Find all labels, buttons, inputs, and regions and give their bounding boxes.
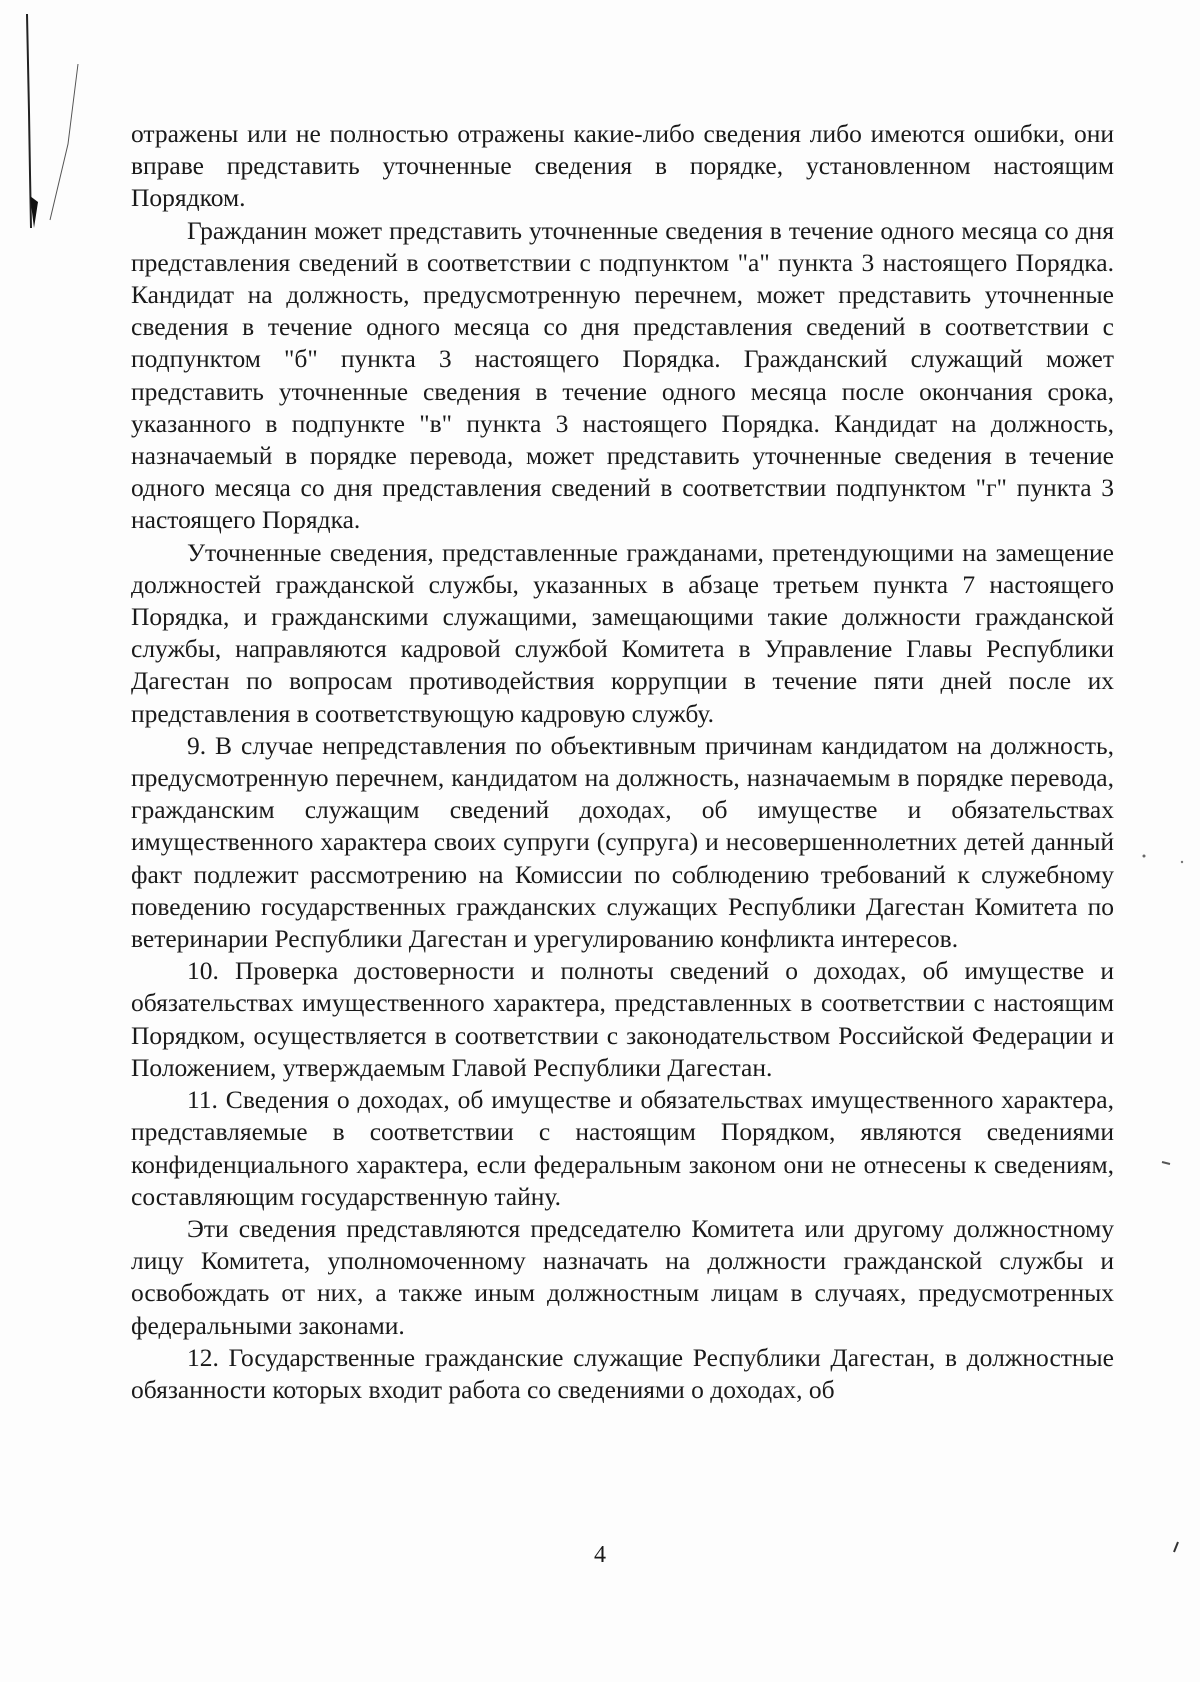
page-number: 4 xyxy=(594,1542,606,1568)
paragraph-continuation: отражены или не полностью отражены какие-либо сведения либо имеются ошибки, они вправе представить уточненные сведения в порядке, установленном настоящим Порядком. xyxy=(131,119,1114,213)
paragraph-clarified-info-transfer: Уточненные сведения, представленные гражданами, претендующими на замещение должностей гражданской службы, указанных в абзаце третьем пункта 7 настоящего Порядка, и гражданскими служащими, замещающими такие должности гражданской службы, направляются кадровой службой Комитета в Управление Главы Республики Дагестан по вопросам противодействия коррупции в течение пяти дней после их представления в соответствующую кадровую службу. xyxy=(131,537,1114,728)
paragraph-item-9: 9. В случае непредставления по объективным причинам кандидатом на должность, предусмотренную перечнем, кандидатом на должность, назначаемым в порядке перевода, гражданским служащим сведений доходах, об имуществе и обязательствах имущественного характера своих супруги (супруга) и несовершеннолетних детей данный факт подлежит рассмотрению на Комиссии по соблюдению требований к служебному поведению государственных гражданских служащих Республики Дагестан Комитета по ветеринарии Республики Дагестан и урегулированию конфликта интересов. xyxy=(131,730,1114,954)
paragraph-info-recipients: Эти сведения представляются председателю Комитета или другому должностному лицу Комитета, уполномоченному назначать на должности гражданской службы и освобождать от них, а также иным должностным лицам в случаях, предусмотренных федеральными законами. xyxy=(131,1213,1114,1340)
scan-margin-line xyxy=(10,14,90,234)
document-body xyxy=(131,118,1114,1406)
paragraph-item-12: 12. Государственные гражданские служащие Республики Дагестан, в должностные обязанности которых входит работа со сведениями о доходах, об xyxy=(131,1342,1114,1404)
paragraph-item-11: 11. Сведения о доходах, об имуществе и обязательствах имущественного характера, представляемые в соответствии с настоящим Порядком, являются сведениями конфиденциального характера, если федеральным законом они не отнесены к сведениям, составляющим государственную тайну. xyxy=(131,1085,1114,1211)
paragraph-clarified-info-deadlines: Гражданин может представить уточненные сведения в течение одного месяца со дня представления сведений в соответствии с подпунктом "а" пункта 3 настоящего Порядка. Кандидат на должность, предусмотренную перечнем, может представить уточненные сведения в течение одного месяца со дня представления сведений в соответствии с подпунктом "б" пункта 3 настоящего Порядка. Гражданский служащий может представить уточненные сведения в течение одного месяца после окончания срока, указанного в подпункте "в" пункта 3 настоящего Порядка. Кандидат на должность, назначаемый в порядке перевода, может представить уточненные сведения в течение одного месяца со дня представления сведений в соответствии подпунктом "г" пункта 3 настоящего Порядка. xyxy=(131,215,1114,535)
scan-speck-marks xyxy=(1140,840,1190,1660)
paragraph-item-10: 10. Проверка достоверности и полноты сведений о доходах, об имуществе и обязательствах имущественного характера, представленных в соответствии с настоящим Порядком, осуществляется в соответствии с законодательством Российской Федерации и Положением, утверждаемым Главой Республики Дагестан. xyxy=(131,956,1114,1082)
